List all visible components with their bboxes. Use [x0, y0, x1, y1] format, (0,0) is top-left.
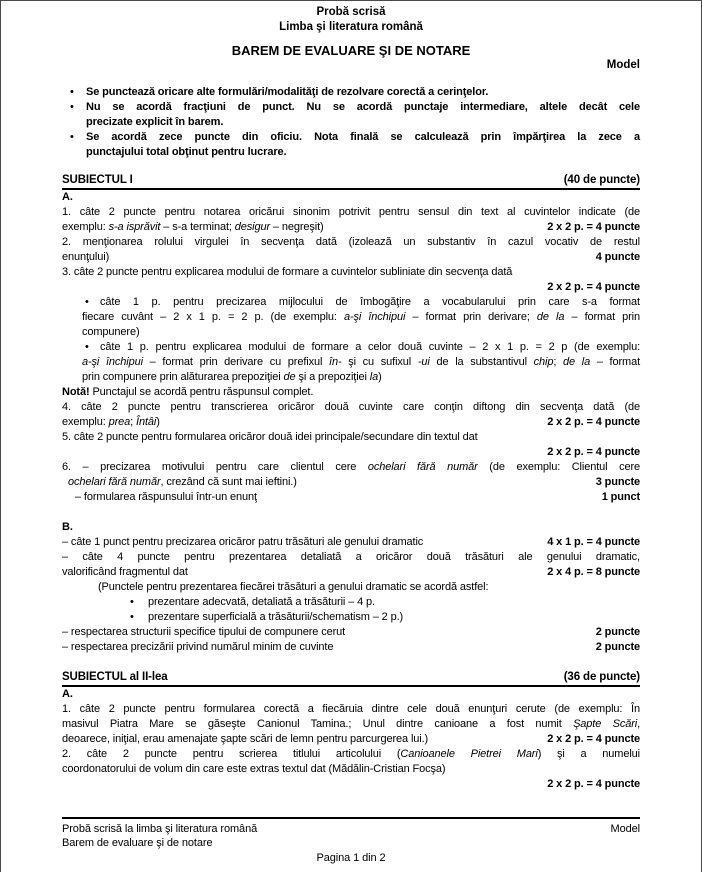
line-text	[86, 101, 640, 113]
doc-subtitle-line-1: Probă scrisă	[316, 6, 386, 18]
text-segment: s-a isprăvit	[108, 221, 161, 233]
document-body	[62, 85, 640, 792]
text-segment: Se acordă zece puncte din oficiu. Nota finală se calculează prin împărţirea la zece a	[86, 131, 640, 143]
text-segment: ochelari fără număr	[367, 461, 478, 473]
spacer	[62, 655, 640, 670]
doc-line	[62, 777, 640, 792]
page-header	[62, 5, 640, 73]
text-segment: 1. câte 2 puncte pentru notarea oricărui sinonim potrivit pentru sensul din text al cuvintelor indicate (de	[62, 206, 640, 218]
text-segment: )	[378, 371, 382, 383]
line-text	[86, 116, 223, 128]
text-segment: prezentare adecvată, detaliată a trăsăturii – 4 p.	[148, 596, 375, 608]
line-text	[62, 220, 324, 235]
doc-line	[62, 145, 640, 160]
score-value: 2 x 2 p. = 4 puncte	[547, 778, 640, 790]
line-text	[62, 250, 109, 265]
text-segment: şi cu sufixul	[341, 356, 418, 368]
text-segment: precizate explicit în barem.	[86, 116, 224, 128]
text-segment: )	[156, 416, 160, 428]
text-segment: 4. câte 2 puncte pentru transcrierea oricăror două cuvinte care conţin diftong din secvenţa dată (de	[62, 401, 640, 413]
footer-rule	[62, 817, 640, 819]
text-segment: (Punctele pentru prezentarea fiecărei trăsături a genului dramatic se acordă astfel:	[98, 581, 489, 593]
bullet-icon: •	[70, 131, 74, 143]
line-text	[62, 625, 345, 640]
score-value: 2 puncte	[595, 641, 640, 653]
doc-line	[62, 702, 640, 717]
text-segment: prea	[108, 416, 131, 428]
page-indicator: Pagina 1 din 2	[316, 852, 386, 864]
text-segment: în-	[329, 356, 342, 368]
line-text	[62, 748, 640, 760]
text-segment: -ui	[417, 356, 430, 368]
text-segment: Nu se acordă fracţiuni de punct. Nu se acordă punctaje intermediare, altele decât cele	[86, 101, 640, 113]
doc-line	[62, 400, 640, 415]
text-segment: 5. câte 2 puncte pentru formularea oricăror două idei principale/secundare din textul dat	[62, 431, 478, 443]
text-segment: chip	[533, 356, 554, 368]
doc-line	[62, 235, 640, 250]
line-text	[82, 371, 382, 383]
doc-line	[62, 625, 640, 640]
text-segment: – câte 4 puncte pentru prezentarea detaliată a oricăror două trăsături ale genului dramatic,	[62, 551, 640, 563]
line-text	[62, 415, 160, 430]
bullet-icon: •	[130, 596, 134, 608]
line-text	[86, 146, 286, 158]
section-heading	[62, 173, 640, 190]
text-segment: ochelari fără număr	[68, 476, 161, 488]
score-value: 2 x 4 p. = 8 puncte	[547, 566, 640, 578]
doc-line	[62, 520, 640, 535]
text-segment: de la substantivul	[429, 356, 534, 368]
text-segment: Canioanele Pietrei Mari	[400, 748, 538, 760]
line-text	[62, 718, 640, 730]
text-segment: A.	[62, 191, 73, 203]
bullet-icon: •	[85, 341, 89, 353]
line-text	[62, 565, 188, 580]
text-segment: ,	[637, 718, 641, 730]
line-text	[62, 535, 423, 550]
section-title: SUBIECTUL al II-lea	[62, 671, 168, 683]
line-text	[62, 521, 73, 533]
doc-line	[62, 205, 640, 220]
text-segment: coordonatorului de volum din care este extras textul dat (Mădălin-Cristian Focşa)	[62, 763, 446, 775]
line-text	[62, 461, 640, 473]
doc-line	[62, 565, 640, 580]
score-value: 2 x 2 p. = 4 puncte	[547, 221, 640, 233]
doc-line	[62, 445, 640, 460]
score-value: 1 punct	[601, 491, 640, 503]
doc-line	[62, 325, 640, 340]
doc-line	[62, 265, 640, 280]
doc-line	[62, 535, 640, 550]
doc-line	[62, 550, 640, 565]
text-segment: 1. câte 2 puncte pentru formularea corectă a fiecăruia dintre cele două enunţuri cerute (de exemplu: În	[62, 703, 640, 715]
text-segment: compunere)	[82, 326, 140, 338]
text-segment: B.	[62, 521, 73, 533]
text-segment: Întâi	[136, 416, 157, 428]
bullet-icon: •	[70, 101, 74, 113]
text-segment: 2. câte 2 puncte pentru scrierea titlului articolului (	[62, 748, 401, 760]
line-text	[62, 236, 640, 248]
doc-line	[62, 762, 640, 777]
line-text	[148, 611, 403, 623]
doc-line	[62, 385, 640, 400]
score-value: 2 x 2 p. = 4 puncte	[547, 416, 640, 428]
score-value: 4 puncte	[595, 251, 640, 263]
line-text	[82, 311, 640, 323]
doc-line	[62, 687, 640, 702]
doc-line	[62, 355, 640, 370]
line-text	[75, 490, 257, 505]
bullet-icon: •	[130, 611, 134, 623]
text-segment: şi a prepoziţiei	[295, 371, 370, 383]
line-text	[62, 703, 640, 715]
line-text	[62, 551, 640, 563]
doc-line	[62, 460, 640, 475]
text-segment: 6. – precizarea motivului pentru care clientul cere	[62, 461, 368, 473]
score-value: 2 x 2 p. = 4 puncte	[547, 733, 640, 745]
section-title: SUBIECTUL I	[62, 174, 133, 186]
doc-line	[62, 747, 640, 762]
score-value: 3 puncte	[595, 476, 640, 488]
spacer	[62, 505, 640, 520]
text-segment: – formularea răspunsului într-un enunţ	[75, 491, 257, 503]
doc-line	[62, 610, 640, 625]
line-text	[82, 356, 640, 368]
text-segment: desigur	[234, 221, 270, 233]
text-segment: – format prin	[564, 311, 640, 323]
doc-line	[62, 310, 640, 325]
text-segment: a-şi închipui	[82, 356, 143, 368]
doc-line	[62, 490, 640, 505]
text-segment: la	[369, 371, 379, 383]
line-text	[100, 341, 640, 353]
text-segment: de la	[536, 311, 565, 323]
spacer	[62, 160, 640, 173]
doc-line	[62, 595, 640, 610]
line-text	[62, 206, 640, 218]
line-text	[86, 131, 640, 143]
doc-line	[62, 370, 640, 385]
line-text	[62, 688, 73, 700]
text-segment: 2. menţionarea rolului virgulei în secvenţa dată (izolează un substantiv în cazul vocativ de restul	[62, 236, 640, 248]
section-points: (36 de puncte)	[563, 671, 640, 683]
text-segment: – respectarea structurii specifice tipului de compunere cerut	[62, 626, 346, 638]
doc-subtitle-line-2: Limba şi literatura română	[279, 21, 423, 33]
line-text	[62, 732, 428, 747]
score-value: 2 x 2 p. = 4 puncte	[547, 281, 640, 293]
doc-line	[62, 220, 640, 235]
doc-line	[62, 100, 640, 115]
score-value: 4 x 1 p. = 4 puncte	[547, 536, 640, 548]
text-segment: – format	[590, 356, 641, 368]
line-text	[148, 596, 375, 608]
line-text	[68, 475, 297, 490]
text-segment: – format prin derivare;	[405, 311, 537, 323]
doc-line	[62, 85, 640, 100]
line-text	[86, 86, 488, 98]
text-segment: ;	[553, 356, 564, 368]
doc-line	[62, 580, 640, 595]
text-segment: – s-a terminat;	[160, 221, 235, 233]
doc-line	[62, 190, 640, 205]
doc-line	[62, 250, 640, 265]
text-segment: 3. câte 2 puncte pentru explicarea modului de formare a cuvintelor subliniate din secvenţa dată	[62, 266, 513, 278]
text-segment: prin compunere prin alăturarea prepoziţiei	[82, 371, 284, 383]
doc-line	[62, 280, 640, 295]
text-segment: – câte 1 punct pentru precizarea oricăror patru trăsături ale genului dramatic	[62, 536, 424, 548]
text-segment: enunţului)	[62, 251, 110, 263]
score-value: 2 puncte	[595, 626, 640, 638]
text-segment: exemplu:	[62, 221, 109, 233]
line-text	[100, 296, 640, 308]
doc-line	[62, 475, 640, 490]
doc-title: BAREM DE EVALUARE ŞI DE NOTARE	[231, 43, 471, 58]
text-segment: valorificând fragmentul dat	[62, 566, 188, 578]
text-segment: fiecare cuvânt – 2 x 1 p. = 2 p. (de exemplu:	[82, 311, 344, 323]
score-value: 2 x 2 p. = 4 puncte	[547, 446, 640, 458]
doc-line	[62, 717, 640, 732]
text-segment: ;	[130, 416, 137, 428]
page-footer	[62, 817, 640, 865]
text-segment: – negreşit)	[270, 221, 324, 233]
bullet-icon: •	[85, 296, 89, 308]
doc-line	[62, 340, 640, 355]
model-label: Model	[606, 59, 640, 71]
text-segment: , crezând că sunt mai ieftini.)	[160, 476, 297, 488]
text-segment: Notă!	[62, 386, 90, 398]
line-text	[62, 431, 478, 443]
doc-line	[62, 130, 640, 145]
text-segment: Şapte Scări	[573, 718, 638, 730]
line-text	[62, 266, 512, 278]
text-segment: deoarece, iniţial, erau amenajate şapte scări de lemn pentru parcurgerea lui.)	[62, 733, 429, 745]
line-text	[62, 401, 640, 413]
text-segment: a-şi închipui	[343, 311, 406, 323]
doc-line	[62, 732, 640, 747]
text-segment: (de exemplu: Clientul cere	[477, 461, 640, 473]
text-segment: masivul Piatra Mare se găseşte Canionul Tamina.; Unul dintre canioane a fost numit	[62, 718, 574, 730]
line-text	[62, 191, 73, 203]
text-segment: de	[283, 371, 296, 383]
doc-line	[62, 115, 640, 130]
doc-line	[62, 295, 640, 310]
text-segment: ) şi a numelui	[537, 748, 640, 760]
text-segment: de la	[563, 356, 591, 368]
text-segment: Punctajul se acordă pentru răspunsul complet.	[89, 386, 314, 398]
footer-doc-title: Probă scrisă la limba şi literatura română	[62, 823, 258, 835]
line-text	[62, 640, 333, 655]
footer-doc-subtitle: Barem de evaluare şi de notare	[62, 837, 213, 849]
text-segment: câte 1 p. pentru explicarea modului de formare a celor două cuvinte – 2 x 1 p. = 2 p (de exemplu:	[100, 341, 640, 353]
doc-line	[62, 640, 640, 655]
doc-line	[62, 430, 640, 445]
footer-model-label: Model	[610, 823, 640, 835]
text-segment: exemplu:	[62, 416, 109, 428]
doc-line	[62, 415, 640, 430]
bullet-icon: •	[70, 86, 74, 98]
text-segment: A.	[62, 688, 73, 700]
text-segment: – respectarea precizării privind numărul minim de cuvinte	[62, 641, 334, 653]
text-segment: Se punctează oricare alte formulări/modalităţi de rezolvare corectă a cerinţelor.	[86, 86, 489, 98]
text-segment: câte 1 p. pentru precizarea mijlocului de îmbogăţire a vocabularului prin care s-a format	[100, 296, 640, 308]
text-segment: punctajului total obţinut pentru lucrare.	[86, 146, 287, 158]
text-segment: prezentare superficială a trăsăturii/schematism – 2 p.)	[148, 611, 404, 623]
text-segment: – format prin derivare cu prefixul	[142, 356, 330, 368]
section-points: (40 de puncte)	[563, 174, 640, 186]
line-text	[82, 326, 140, 338]
section-heading	[62, 670, 640, 687]
line-text	[62, 763, 445, 775]
line-text	[62, 386, 313, 398]
line-text	[98, 581, 488, 593]
